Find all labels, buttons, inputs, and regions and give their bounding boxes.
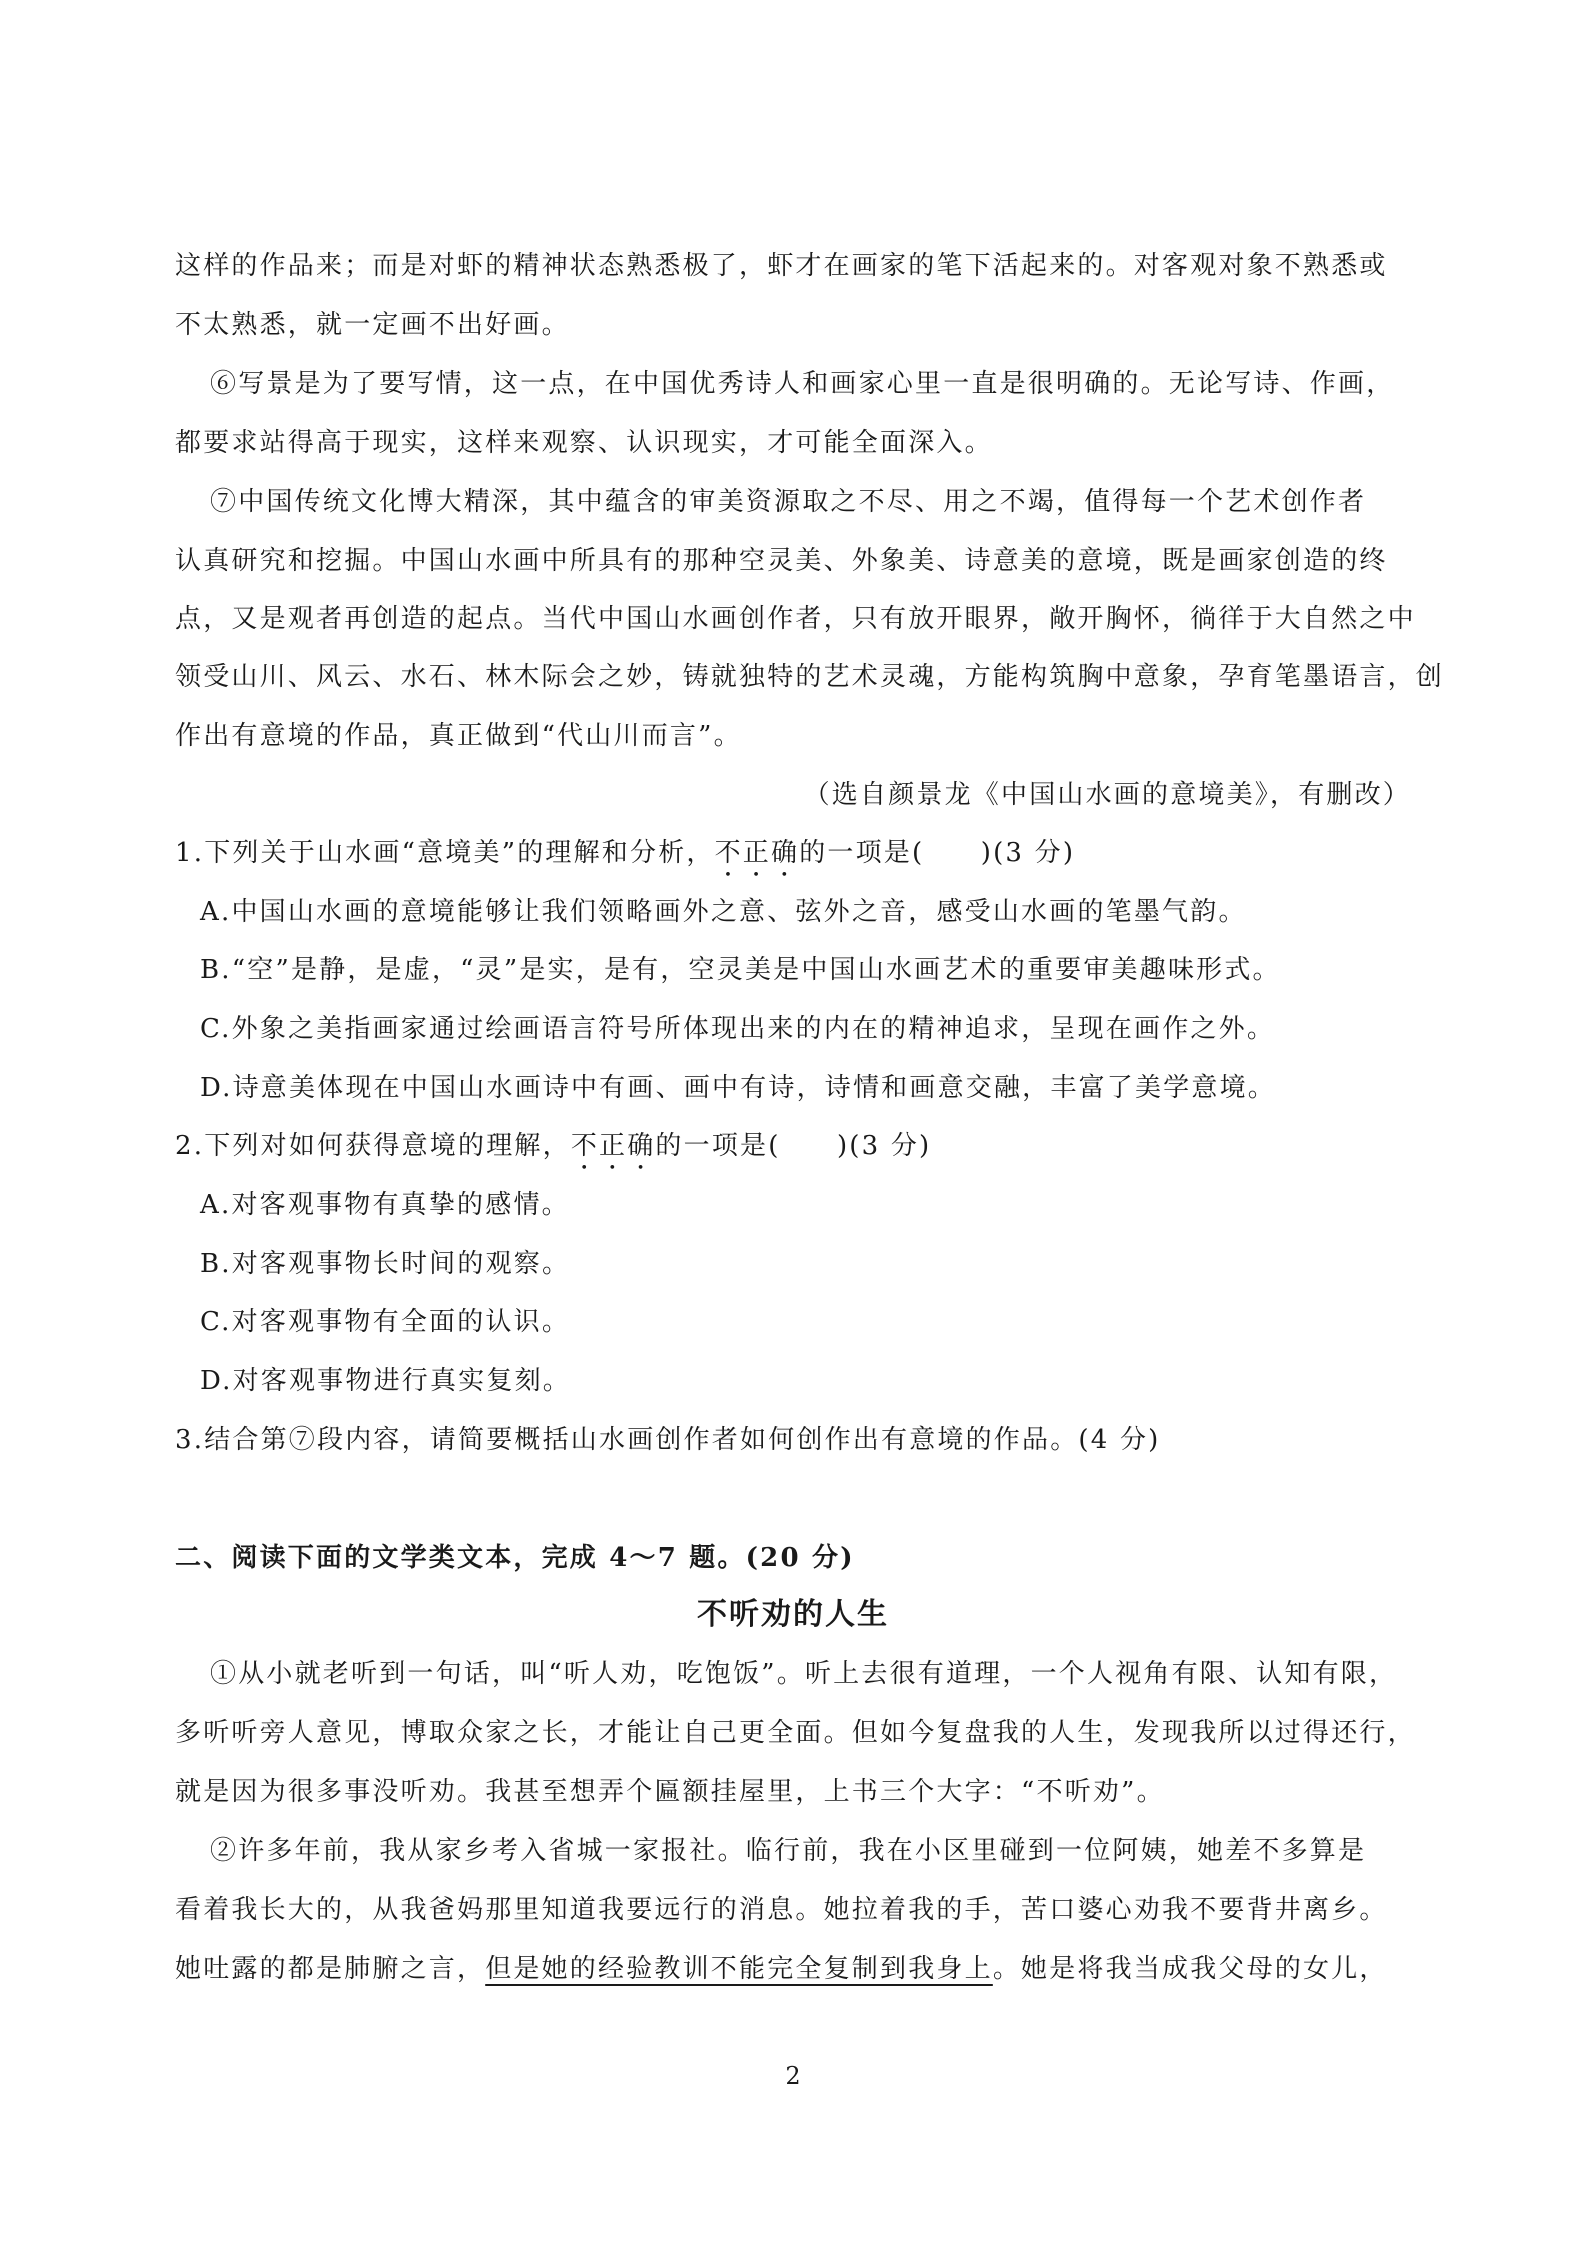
question-2-emphasis: 不正确: [570, 1131, 656, 1161]
passage-line-1: 这样的作品来；而是对虾的精神状态熟悉极了，虾才在画家的笔下活起来的。对客观对象不熟悉或: [175, 251, 1388, 281]
question-2-stem-start: 2.下列对如何获得意境的理解，: [175, 1131, 571, 1161]
question-2-option-d: D.对客观事物进行真实复刻。: [200, 1366, 571, 1396]
question-1-stem-start: 1.下列关于山水画“意境美”的理解和分析，: [175, 838, 715, 868]
paragraph-7-line-5: 作出有意境的作品，真正做到“代山川而言”。: [175, 721, 742, 751]
story-line-end: 。她是将我当成我父母的女儿，: [992, 1954, 1388, 1984]
story-line-start: 她吐露的都是肺腑之言，: [175, 1954, 486, 1984]
underlined-sentence: 但是她的经验教训不能完全复制到我身上: [485, 1954, 993, 1984]
paragraph-6-line-2: 都要求站得高于现实，这样来观察、认识现实，才可能全面深入。: [175, 428, 993, 458]
question-1-option-d: D.诗意美体现在中国山水画诗中有画、画中有诗，诗情和画意交融，丰富了美学意境。: [200, 1073, 1276, 1103]
source-citation: （选自颜景龙《中国山水画的意境美》，有删改）: [803, 780, 1411, 810]
question-1-stem-end: 的一项是( )(3 分): [799, 838, 1076, 868]
story-paragraph-1-line-2: 多听听旁人意见，博取众家之长，才能让自己更全面。但如今复盘我的人生，发现我所以过得还行，: [175, 1718, 1416, 1748]
page-number: 2: [785, 2062, 801, 2090]
paragraph-6-line-1: ⑥写景是为了要写情，这一点，在中国优秀诗人和画家心里一直是很明确的。无论写诗、作画，: [210, 369, 1395, 399]
question-2-option-b: B.对客观事物长时间的观察。: [200, 1249, 571, 1279]
passage-line-2: 不太熟悉，就一定画不出好画。: [175, 310, 570, 340]
story-paragraph-1-line-1: ①从小就老听到一句话，叫“听人劝，吃饱饭”。听上去很有道理，一个人视角有限、认知有限，: [210, 1659, 1398, 1689]
story-paragraph-2-line-2: 看着我长大的，从我爸妈那里知道我要远行的消息。她拉着我的手，苦口婆心劝我不要背井离乡。: [175, 1895, 1388, 1925]
question-1-option-b: B.“空”是静，是虚，“灵”是实，是有，空灵美是中国山水画艺术的重要审美趣味形式。: [200, 955, 1281, 985]
story-paragraph-1-line-3: 就是因为很多事没听劝。我甚至想弄个匾额挂屋里，上书三个大字：“不听劝”。: [175, 1777, 1165, 1807]
question-2-option-a: A.对客观事物有真挚的感情。: [200, 1190, 570, 1220]
question-1-option-a: A.中国山水画的意境能够让我们领略画外之意、弦外之音，感受山水画的笔墨气韵。: [200, 897, 1247, 927]
question-2-stem: [175, 1126, 1411, 1176]
story-title: 不听劝的人生: [697, 1597, 889, 1632]
section-2-heading: 二、阅读下面的文学类文本，完成 4～7 题。(20 分): [175, 1543, 855, 1573]
paragraph-7-line-1: ⑦中国传统文化博大精深，其中蕴含的审美资源取之不尽、用之不竭，值得每一个艺术创作者: [210, 487, 1367, 517]
paragraph-7-line-2: 认真研究和挖掘。中国山水画中所具有的那种空灵美、外象美、诗意美的意境，既是画家创造的终: [175, 546, 1388, 576]
story-paragraph-2-line-3: [175, 1949, 1411, 1989]
question-1-emphasis: 不正确: [714, 838, 800, 868]
paragraph-7-line-3: 点，又是观者再创造的起点。当代中国山水画创作者，只有放开眼界，敞开胸怀，徜徉于大自然之中: [175, 604, 1416, 634]
question-2-option-c: C.对客观事物有全面的认识。: [200, 1307, 571, 1337]
question-1-stem: [175, 833, 1411, 883]
story-paragraph-2-line-1: ②许多年前，我从家乡考入省城一家报社。临行前，我在小区里碰到一位阿姨，她差不多算是: [210, 1836, 1367, 1866]
question-1-option-c: C.外象之美指画家通过绘画语言符号所体现出来的内在的精神追求，呈现在画作之外。: [200, 1014, 1276, 1044]
question-3-stem: 3.结合第⑦段内容，请简要概括山水画创作者如何创作出有意境的作品。(4 分): [175, 1425, 1161, 1455]
question-2-stem-end: 的一项是( )(3 分): [655, 1131, 932, 1161]
paragraph-7-line-4: 领受山川、风云、水石、林木际会之妙，铸就独特的艺术灵魂，方能构筑胸中意象，孕育笔墨语言，创: [175, 662, 1445, 692]
